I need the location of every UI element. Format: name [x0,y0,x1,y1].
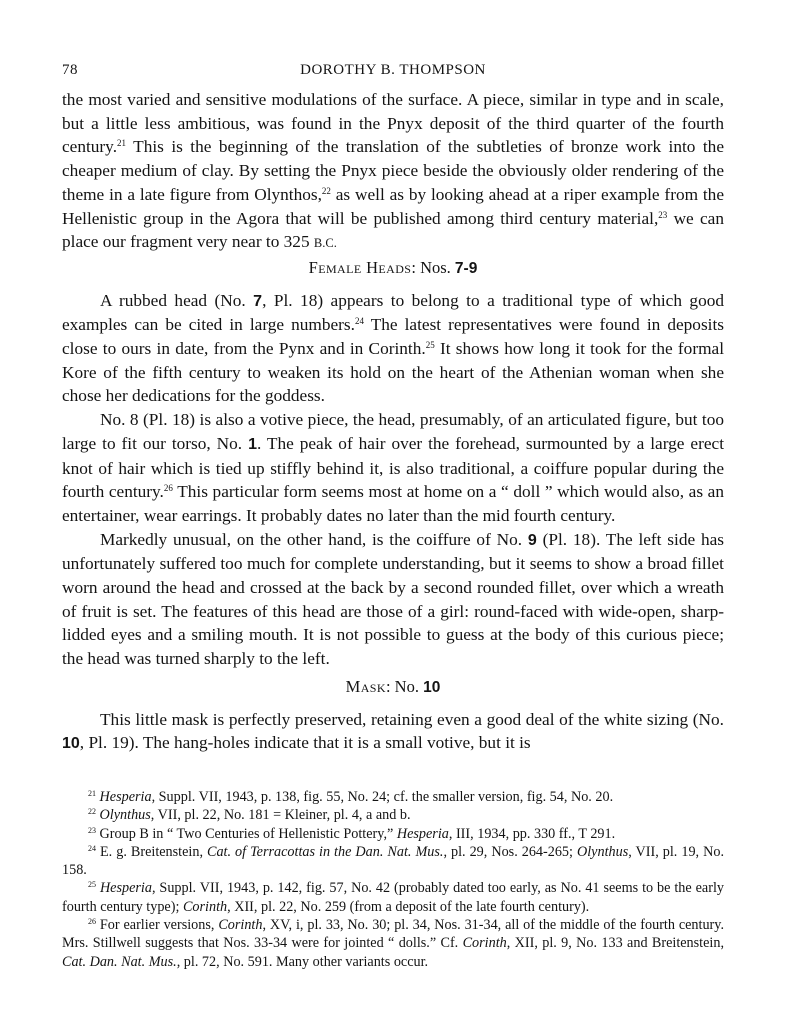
paragraph: This little mask is perfectly preserved, retaining even a good deal of the white sizing (No. 10, Pl. 19). The hang-holes indicate that it is a small votive, but it is [62,709,724,753]
footnote-ref[interactable]: 25 [425,340,435,351]
paragraph: Markedly unusual, on the other hand, is the coiffure of No. 9 (Pl. 18). The left side has unfortunately suffered too much for complete understanding, but it seems to show a broad fillet worn around the head and crossed at the back by a second rounded fillet, over which a wreath of fruit is set. The features of this head are those of a girl: round-faced with wide-open, sharp-lidded eyes and a smiling mouth. It is not possible to guess at the body of this curious piece; the head was turned sharply to the left. [62,529,724,669]
footnotes [62,788,724,971]
page-number: 78 [62,62,78,78]
footnote: $^{22}$ Olynthus, VII, pl. 22, No. 181 = Kleiner, pl. 4, a and b. [88,807,411,824]
footnote: $^{26}$ For earlier versions, Corinth, XV, i, pl. 33, No. 30; pl. 34, Nos. 31-34, all of the middle of the fourth century. Mrs. Stillwell suggests that Nos. 33-34 were for jointed “ dolls.” Cf. Corinth, XII, pl. 9, No. 133 and Breitenstein, Cat. Dan. Nat. Mus., pl. 72, No. 591. Many other variants occur. [62,917,725,970]
footnote: $^{24}$ E. g. Breitenstein, Cat. of Terracottas in the Dan. Nat. Mus., pl. 29, Nos. 264-265; Olynthus, VII, pl. 19, No. 158. [62,843,724,879]
footnote-ref[interactable]: 26 [163,483,173,494]
footnote: $^{23}$ Group B in “ Two Centuries of Hellenistic Pottery,” Hesperia, III, 1934, pp. 330 ff., T 291. [88,825,616,842]
footnote-ref[interactable]: 23 [658,209,668,220]
section-heading-mask: Mask: No. 10 [345,676,441,696]
footnote-ref[interactable]: 21 [117,138,127,149]
section-heading-female-heads: Female Heads: Nos. 7-9 [308,257,478,277]
running-head [62,62,724,88]
footnote-ref[interactable]: 22 [321,185,331,196]
running-head-author: DOROTHY B. THOMPSON [300,62,486,78]
footnote-ref[interactable]: 24 [354,316,364,327]
paragraph: A rubbed head (No. 7, Pl. 18) appears to belong to a traditional type of which good examples can be cited in large numbers.$^{24}$ The latest representatives were found in deposits close to ours in date, from the Pynx and in Corinth.$^{25}$ It shows how long it took for the formal Kore of the fifth century to weaken its hold on the heart of the Athenian woman when she chose her dedications for the goddess. [62,290,724,406]
paragraph: the most varied and sensitive modulations of the surface. A piece, similar in type and in scale, but a little less ambitious, was found in the Pnyx deposit of the third quarter of the fourth century.$^{21}$ This is the beginning of the translation of the subtleties of bronze work into the cheaper medium of clay. By setting the Pnyx piece beside the obviously older rendering of the theme in a late figure from Olynthos,$^{22}$ as well as by looking ahead at a riper example from the Hellenistic group in the Agora that will be published among third century material,$^{23}$ we can place our fragment very near to 325 B.C. [62,90,724,252]
page [62,62,724,756]
footnote: $^{21}$ Hesperia, Suppl. VII, 1943, p. 138, fig. 55, No. 24; cf. the smaller version, fig. 54, No. 20. [88,789,614,805]
footnote: $^{25}$ Hesperia, Suppl. VII, 1943, p. 142, fig. 57, No. 42 (probably dated too early, as No. 41 seems to be the early fourth century type); Corinth, XII, pl. 22, No. 259 (from a deposit of the late fourth century). [62,880,724,915]
paragraph: No. 8 (Pl. 18) is also a votive piece, the head, presumably, of an articulated figure, but too large to fit our torso, No. 1. The peak of hair over the forehead, surmounted by a large erect knot of hair which is tied up stiffly behind it, is also traditional, a coiffure popular during the fourth century.$^{26}$ This particular form seems most at home on a “ doll ” which would also, as an entertainer, wear earrings. It probably dates no later than the mid fourth century. [62,410,724,525]
body-text [62,88,724,756]
